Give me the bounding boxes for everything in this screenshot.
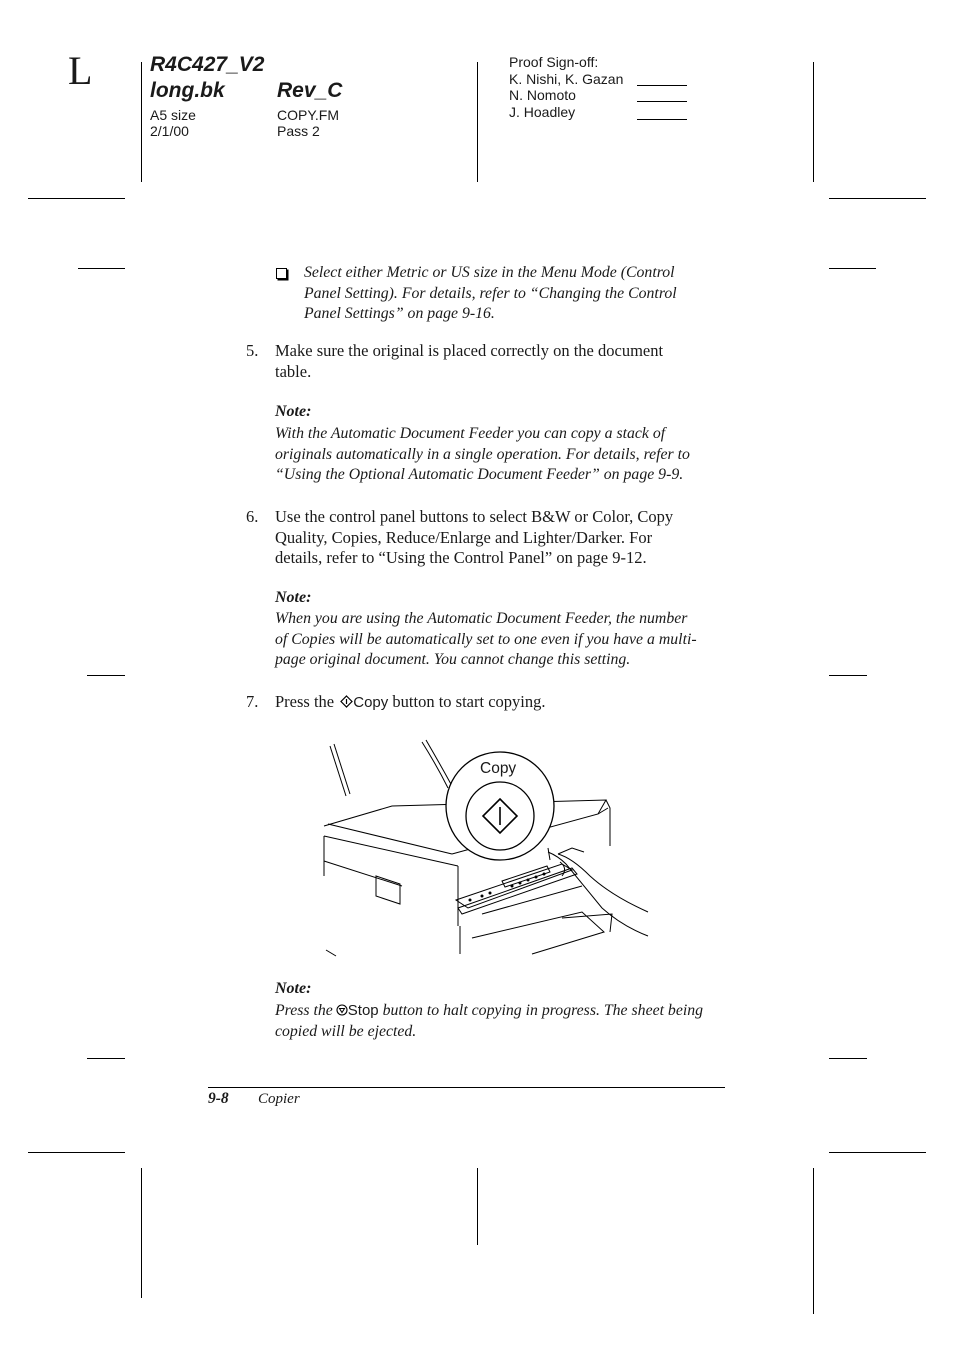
revision: Rev_C [277,79,343,102]
crop-mark [28,198,125,199]
step-text-before: Press the [275,692,335,711]
bullet-line: Select either Metric or US size in the Menu Mode (Control [304,264,675,281]
signature-line [637,101,687,102]
step-text [275,692,545,714]
note-label: Note: [275,589,312,606]
book-name: long.bk [150,79,225,102]
page-number: 9-8 [208,1090,229,1107]
proof-name: J. Hoadley [509,104,576,120]
corner-letter: L [68,48,93,93]
step-text [275,341,663,382]
note-line [275,1001,703,1022]
page-size: A5 size [150,107,196,123]
note-text-before: Press the [275,1002,333,1019]
signature-line [637,85,687,86]
note-text-after: button to halt copying in progress. The sheet being [382,1002,704,1019]
note-label: Note: [275,980,312,997]
proof-name: N. Nomoto [509,87,576,103]
callout-copy-label: Copy [480,760,517,777]
footer-rule [208,1087,725,1088]
bullet-line: Panel Settings” on page 9-16. [304,305,495,322]
note-line: of Copies will be automatically set to one even if you have a multi- [275,630,697,648]
note-line: When you are using the Automatic Document Feeder, the number [275,610,688,627]
pass: Pass 2 [277,123,320,139]
crop-mark [829,268,876,269]
note-text [275,609,697,671]
crop-mark [829,1152,926,1153]
bullet-line: Panel Setting). For details, refer to “Changing the Control [304,284,677,302]
step-line: Quality, Copies, Reduce/Enlarge and Lighter/Darker. For [275,527,653,547]
step-line: details, refer to “Using the Control Panel” on page 9-12. [275,548,647,567]
crop-mark [813,1168,814,1314]
crop-mark [141,1168,142,1298]
crop-mark [87,1058,125,1059]
crop-mark [813,62,814,182]
crop-mark [141,62,142,182]
bullet-text [304,263,677,325]
step-number: 7. [246,692,259,711]
section-name: Copier [258,1091,300,1107]
note-line: page original document. You cannot change this setting. [275,651,631,668]
signature-line [637,119,687,120]
note-label: Note: [275,403,312,420]
checkbox-bullet-icon [276,268,287,279]
note-line: originals automatically in a single operation. For details, refer to [275,445,690,463]
doc-code: R4C427_V2 [150,53,265,76]
step-number: 6. [246,507,259,526]
note-text [275,424,690,486]
crop-mark [829,1058,867,1059]
crop-mark [829,198,926,199]
step-line: table. [275,361,312,381]
stop-icon [336,1004,348,1016]
step-text-after: button to start copying. [392,692,546,711]
step-line: Use the control panel buttons to select B&W or Color, Copy [275,507,674,526]
crop-mark [87,675,125,676]
crop-mark [28,1152,125,1153]
crop-mark [477,62,478,182]
copy-diamond-icon [340,695,353,708]
note-line: “Using the Optional Automatic Document Feeder” on page 9-9. [275,466,684,483]
step-text [275,507,673,569]
proof-title: Proof Sign-off: [509,54,599,70]
note-line: copied will be ejected. [275,1022,417,1040]
copy-button-label: Copy [353,694,389,711]
crop-mark [829,675,867,676]
proof-name: K. Nishi, K. Gazan [509,71,624,87]
stop-button-label: Stop [347,1002,379,1019]
date: 2/1/00 [150,123,189,139]
step-number: 5. [246,341,259,360]
note-line: With the Automatic Document Feeder you can copy a stack of [275,425,666,442]
step-line: Make sure the original is placed correctly on the document [275,341,664,360]
file-name: COPY.FM [277,107,339,123]
crop-mark [477,1168,478,1245]
note-text [275,1001,703,1042]
crop-mark [78,268,125,269]
